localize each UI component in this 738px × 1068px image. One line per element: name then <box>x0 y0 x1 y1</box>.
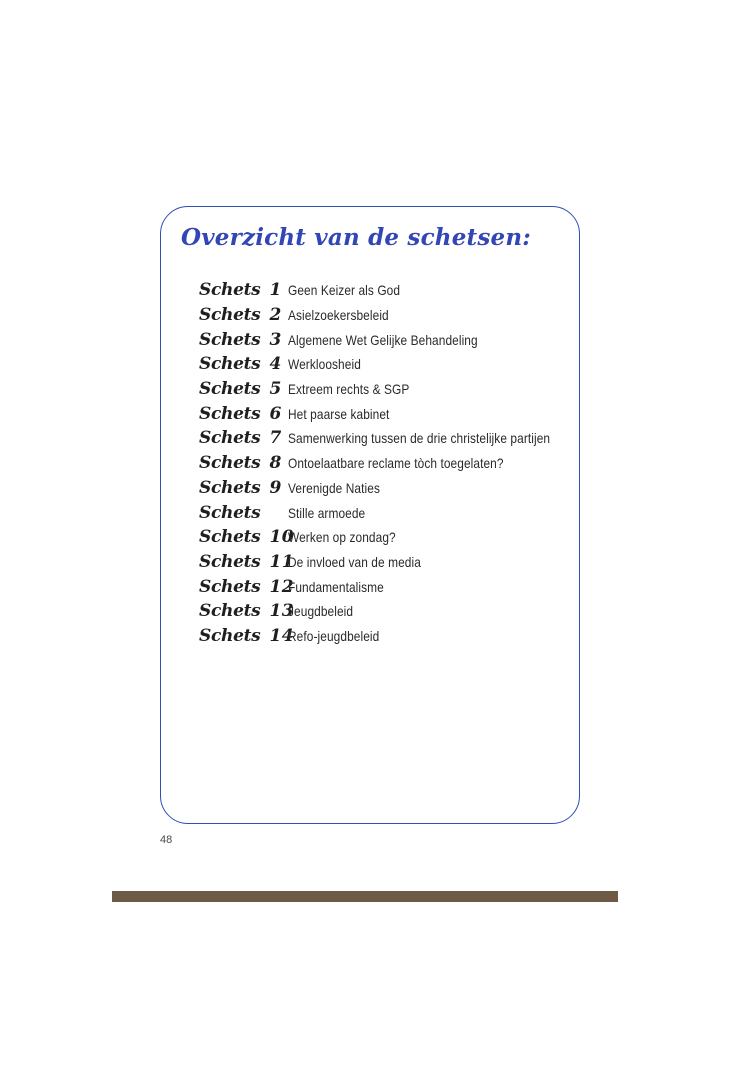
sketch-topic: Geen Keizer als God <box>288 282 401 299</box>
sketch-number: 2 <box>269 305 282 326</box>
list-item <box>199 377 596 402</box>
sketch-number: 6 <box>269 403 282 424</box>
list-item <box>199 525 596 550</box>
sketch-topic: De invloed van de media <box>288 553 421 570</box>
sketch-number: 5 <box>269 379 282 400</box>
sketch-label <box>199 428 288 448</box>
sketch-topic: Fundamentalisme <box>288 578 384 595</box>
sketch-topic: Jeugdbeleid <box>288 603 354 620</box>
sketch-topic: Refo-jeugdbeleid <box>288 627 380 644</box>
sketch-word: Schets <box>199 354 261 375</box>
sketch-number: 11 <box>269 551 295 572</box>
sketch-label <box>199 453 288 473</box>
sketch-word: Schets <box>199 477 261 498</box>
sketch-word: Schets <box>199 453 261 474</box>
sketch-word: Schets <box>199 502 261 523</box>
sketch-word: Schets <box>199 625 261 646</box>
sketch-word: Schets <box>199 403 261 424</box>
list-item <box>199 327 596 352</box>
sketch-topic: Ontoelaatbare reclame tòch toegelaten? <box>288 455 504 472</box>
sketch-topic: Werkloosheid <box>288 356 361 373</box>
sketch-number: 3 <box>269 329 282 350</box>
sketch-word: Schets <box>199 428 261 449</box>
sketch-number: 7 <box>269 428 282 449</box>
sketch-label <box>199 305 288 325</box>
list-item <box>199 426 596 451</box>
sketch-number: 10 <box>269 527 295 548</box>
list-item <box>199 574 596 599</box>
sketch-number: 4 <box>269 354 282 375</box>
sketch-number: 1 <box>269 280 282 301</box>
page-number: 48 <box>160 834 173 846</box>
sketch-topic: Samenwerking tussen de drie christelijke partijen <box>288 430 551 447</box>
sketch-word: Schets <box>199 576 261 597</box>
sketch-label <box>199 527 295 548</box>
sketch-number: 13 <box>269 601 295 622</box>
sketch-label <box>199 330 288 350</box>
list-item <box>199 500 596 525</box>
sketch-topic: Asielzoekersbeleid <box>288 307 389 324</box>
sketch-word: Schets <box>199 527 261 548</box>
sketch-label <box>199 576 295 597</box>
page-title: Overzicht van de schetsen: <box>181 224 531 251</box>
sketch-label <box>199 625 295 646</box>
sketch-number: 8 <box>269 453 282 474</box>
list-item <box>199 352 596 377</box>
sketch-list <box>199 278 596 648</box>
sketch-number: 9 <box>269 477 282 498</box>
sketch-word: Schets <box>199 329 261 350</box>
sketch-topic: Algemene Wet Gelijke Behandeling <box>288 331 478 348</box>
bottom-bar <box>112 891 618 902</box>
sketch-word: Schets <box>199 280 261 301</box>
list-item <box>199 550 596 575</box>
sketch-label <box>199 379 288 399</box>
sketch-label <box>199 280 288 300</box>
list-item <box>199 476 596 501</box>
sketch-label <box>199 601 295 622</box>
sketch-number: 12 <box>269 576 295 597</box>
sketch-word: Schets <box>199 305 261 326</box>
sketch-word: Schets <box>199 379 261 400</box>
list-item <box>199 303 596 328</box>
list-item <box>199 451 596 476</box>
sketch-topic: Het paarse kabinet <box>288 405 390 422</box>
sketch-word: Schets <box>199 601 261 622</box>
sketch-topic: Stille armoede <box>288 504 366 521</box>
list-item <box>199 624 596 649</box>
sketch-label <box>199 551 295 572</box>
sketch-label <box>199 404 288 424</box>
sketch-label <box>199 478 288 498</box>
sketch-label <box>199 354 288 374</box>
sketch-word: Schets <box>199 551 261 572</box>
sketch-topic: Extreem rechts & SGP <box>288 381 410 398</box>
list-item <box>199 401 596 426</box>
sketch-label <box>199 503 288 523</box>
sketch-topic: Verenigde Naties <box>288 479 380 496</box>
sketch-number: 14 <box>269 625 295 646</box>
sketch-topic: Werken op zondag? <box>288 529 396 546</box>
list-item <box>199 278 596 303</box>
list-item <box>199 599 596 624</box>
